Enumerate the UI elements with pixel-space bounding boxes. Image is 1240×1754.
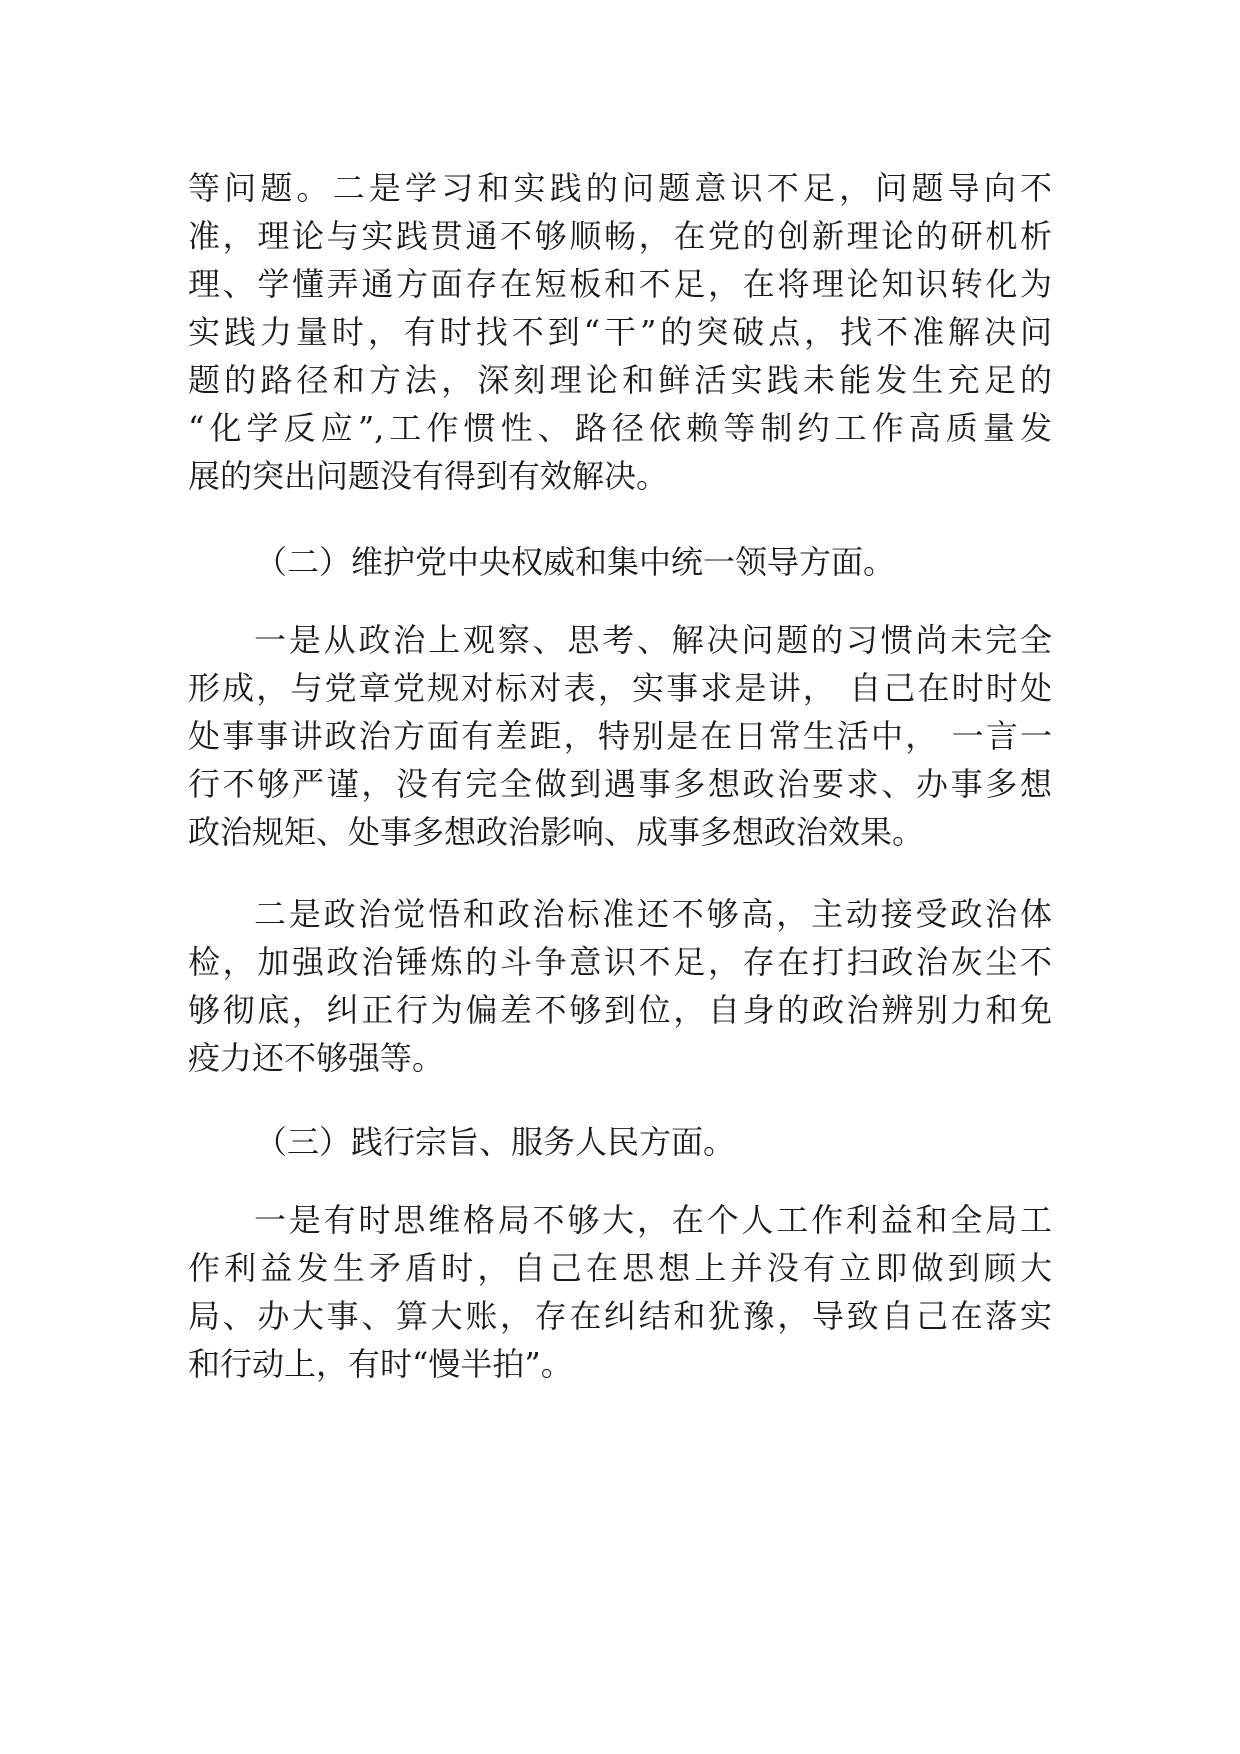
paragraph-3 bbox=[188, 616, 1052, 856]
paragraph-4 bbox=[188, 890, 1052, 1082]
paragraph-1 bbox=[188, 164, 1052, 500]
paragraph-6 bbox=[188, 1196, 1052, 1388]
text-line: 处事事讲政治方面有差距，特别是在日常生活中， 一言一 bbox=[188, 717, 1052, 755]
text-line: 形成，与党章党规对标对表，实事求是讲， 自己在时时处 bbox=[188, 669, 1052, 707]
text-line: 局、办大事、算大账，存在纠结和犹豫，导致自己在落实 bbox=[188, 1297, 1052, 1335]
text-line: 一是有时思维格局不够大，在个人工作利益和全局工 bbox=[254, 1201, 1052, 1239]
text-line: 政治规矩、处事多想政治影响、成事多想政治效果。 bbox=[188, 813, 925, 851]
text-line: 二是政治觉悟和政治标准还不够高，主动接受政治体 bbox=[254, 895, 1052, 933]
text-line: 一是从政治上观察、思考、解决问题的习惯尚未完全 bbox=[254, 621, 1052, 659]
section-heading-2: （二）维护党中央权威和集中统一领导方面。 bbox=[255, 543, 896, 581]
text-line: “化学反应”,工作惯性、路径依赖等制约工作高质量发 bbox=[188, 409, 1052, 447]
text-line: 检，加强政治锤炼的斗争意识不足，存在打扫政治灰尘不 bbox=[188, 943, 1052, 981]
text-line: 实践力量时，有时找不到“干”的突破点，找不准解决问 bbox=[188, 313, 1052, 351]
section-heading-3: （三）践行宗旨、服务人民方面。 bbox=[255, 1123, 736, 1161]
text-line: 疫力还不够强等。 bbox=[188, 1039, 445, 1077]
text-line: 等问题。二是学习和实践的问题意识不足，问题导向不 bbox=[188, 169, 1052, 207]
text-line: 理、学懂弄通方面存在短板和不足，在将理论知识转化为 bbox=[188, 265, 1052, 303]
text-line: 题的路径和方法，深刻理论和鲜活实践未能发生充足的 bbox=[188, 361, 1052, 399]
text-line: 行不够严谨，没有完全做到遇事多想政治要求、办事多想 bbox=[188, 765, 1052, 803]
text-line: 和行动上，有时“慢半拍”。 bbox=[188, 1345, 573, 1383]
text-line: 作利益发生矛盾时，自己在思想上并没有立即做到顾大 bbox=[188, 1249, 1052, 1287]
text-line: 够彻底，纠正行为偏差不够到位，自身的政治辨别力和免 bbox=[188, 991, 1052, 1029]
text-line: 展的突出问题没有得到有效解决。 bbox=[188, 457, 669, 495]
text-line: 准，理论与实践贯通不够顺畅，在党的创新理论的研机析 bbox=[188, 217, 1052, 255]
